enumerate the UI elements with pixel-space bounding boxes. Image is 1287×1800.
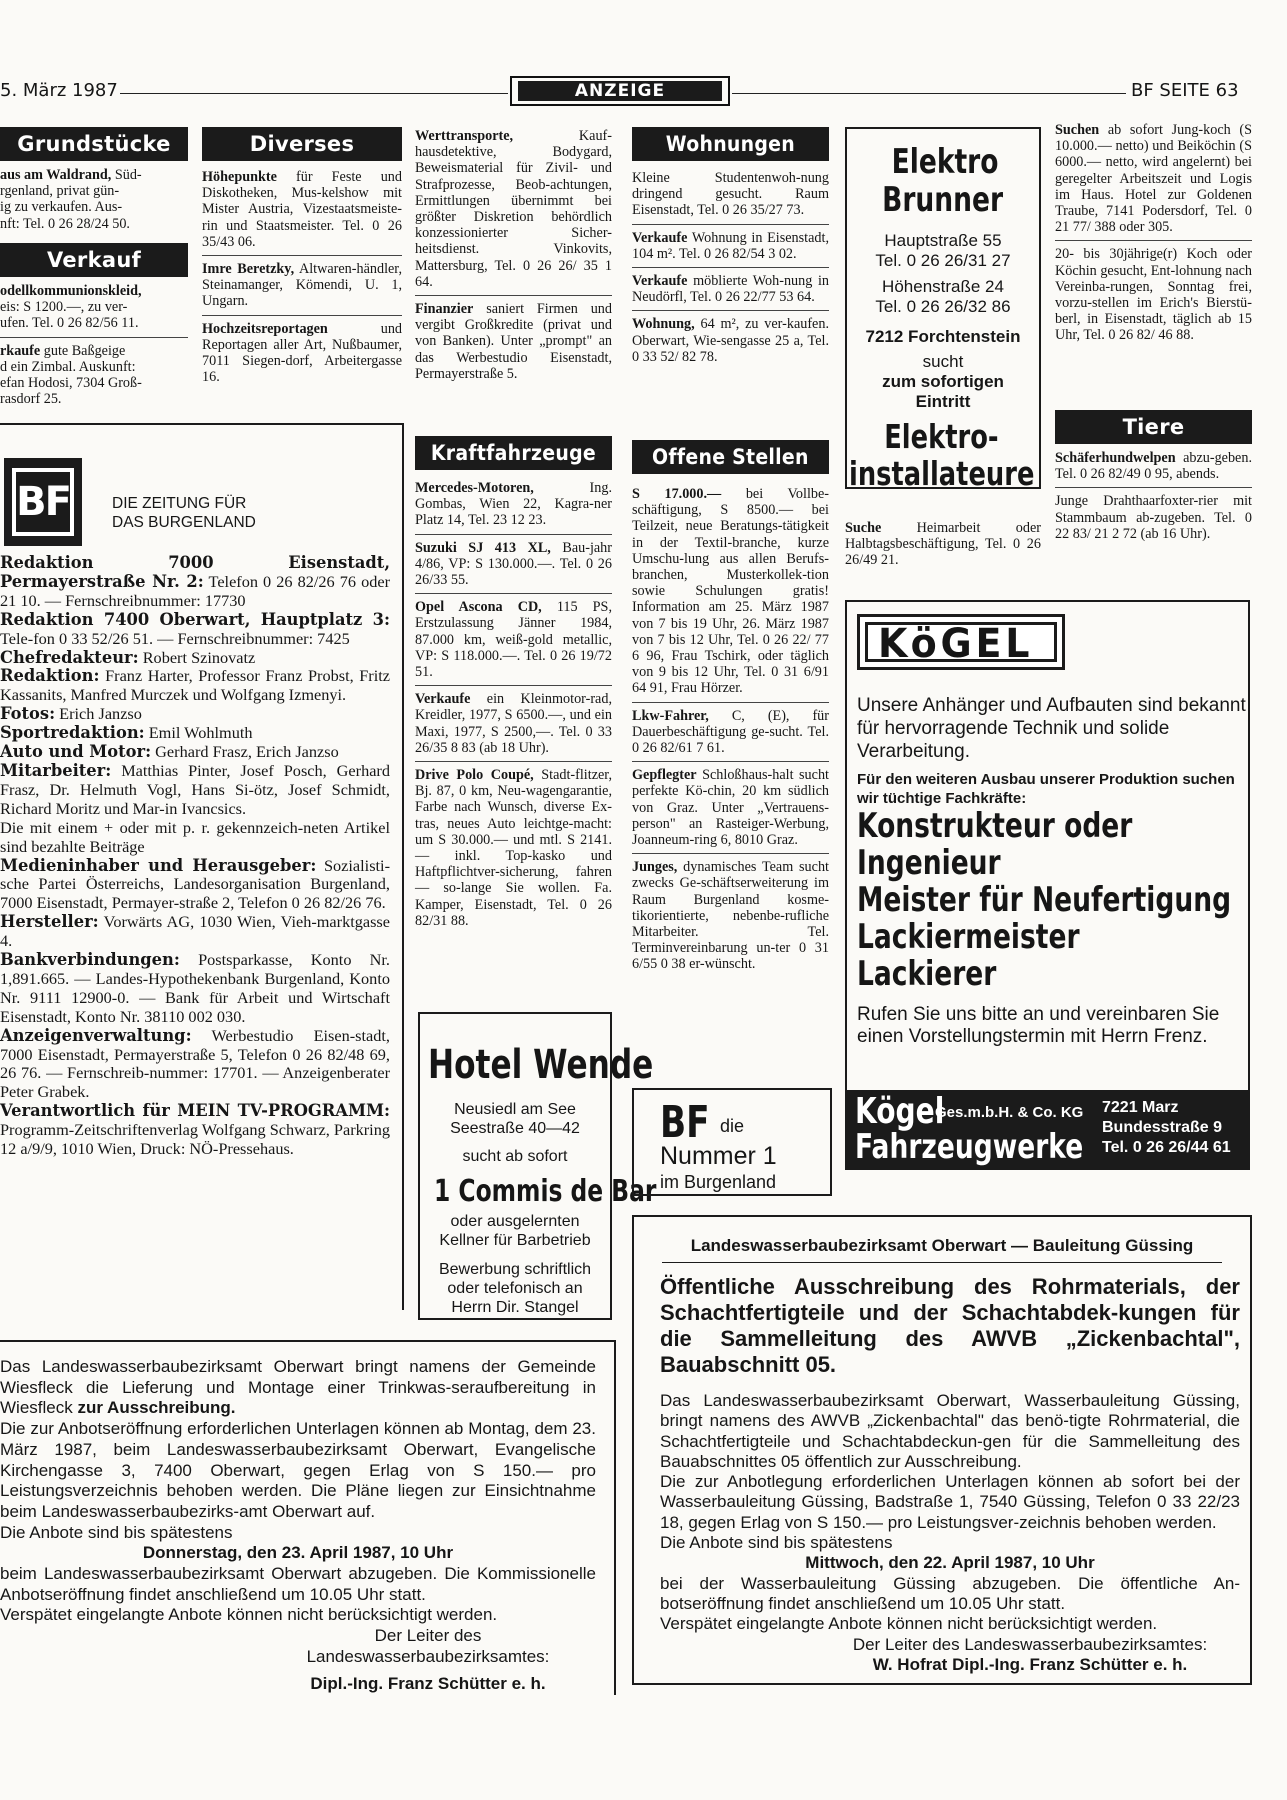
page-number: BF SEITE 63 — [1131, 80, 1239, 101]
bf-promo-line: im Burgenland — [660, 1172, 777, 1192]
hotel-line: Kellner für Barbetrieb — [439, 1232, 591, 1249]
ad-item: rkaufe gute Baßgeige d ein Zimbal. Auskunft: efan Hodosi, 7304 Groß- rasdorf 25. — [0, 342, 142, 408]
ad-item: Werttransporte, Kauf-hausdetektive, Bodygard, Beweismaterial für Zivil- und Strafprozesse, Beob-achtungen, Ermittlungen übernimmt bei größter Diskretion behördlich konzessionierter Sicher-heitsdienst. Vinkovits, Mattersburg, Tel. 0 26 26/ 35 1 64. — [415, 128, 612, 296]
issue-date: 5. März 1987 — [0, 80, 118, 101]
tender-right-body — [660, 1391, 1240, 1675]
tender-signatory: Dipl.-Ing. Franz Schütter e. h. — [310, 1673, 546, 1693]
bf-promo-logo: BF — [660, 1097, 710, 1148]
diverses-ads — [202, 169, 402, 395]
ad-item: Wohnung, 64 m², zu ver-kaufen. Oberwart, Wie-sengasse 25 a, Tel. 0 33 52/ 82 78. — [632, 316, 829, 365]
impressum-line: Auto und Motor: Gerhard Frasz, Erich Janzso — [0, 742, 339, 762]
anzeige-badge: ANZEIGE — [518, 81, 722, 101]
koegel-footer — [847, 1090, 1248, 1168]
hotel-line: oder telefonisch an — [447, 1280, 583, 1297]
ad-item: Finanzier saniert Firmen und vergibt Großkredite (privat und von Banken). Unter „prompt" an das Werbestudio Eisenstadt, Permayerstraße 5. — [415, 301, 612, 382]
hotel-job: 1 Commis de Bar — [434, 1174, 657, 1209]
heimarbeit-ad: Suche Heimarbeit oder Halbtagsbeschäftigung, Tel. 0 26 26/49 21. — [845, 520, 1041, 569]
koegel-brand: Kögel — [855, 1091, 945, 1132]
koegel-ad — [845, 600, 1250, 1170]
elektro-line: Eintritt — [915, 392, 971, 411]
hotel-line: Neusiedl am See — [454, 1101, 576, 1118]
ad-item: Höhepunkte für Feste und Diskotheken, Mus-kelshow mit Mister Austria, Vizestaatsmeiste-rin und Staatsmeister. Tel. 0 26 35/43 06. — [202, 169, 402, 256]
bf-promo-ad — [632, 1088, 832, 1196]
ad-item: Opel Ascona CD, 115 PS, Erstzulassung Jänner 1984, 87.000 km, weiß-gold metallic, VP: S 118.000.—. Tel. 0 26 19/72 51. — [415, 599, 612, 686]
elektro-line: Tel. 0 26 26/32 86 — [875, 297, 1011, 316]
tender-right-top: Landeswasserbaubezirksamt Oberwart — Bauleitung Güssing — [690, 1236, 1194, 1255]
jobs-gastro-ads — [1055, 122, 1252, 354]
elektro-line: Hauptstraße 55 — [884, 231, 1002, 250]
ad-item: Hochzeitsreportagen und Reportagen aller Art, Nußbaumer, 7011 Siegen-dorf, Arbeitergasse 16. — [202, 320, 402, 386]
tender-paragraph: Die Anbote sind bis spätestens — [0, 1522, 233, 1542]
misc-ads — [415, 128, 612, 392]
tender-date: Donnerstag, den 23. April 1987, 10 Uhr — [142, 1543, 454, 1563]
elektro-line: zum sofortigen — [882, 372, 1004, 391]
tender-signature: Landeswasserbaubezirksamtes: — [306, 1646, 550, 1666]
verkauf-ads — [0, 283, 188, 417]
tender-paragraph: Das Landeswasserbaubezirksamt Oberwart, Wasserbauleitung Güssing, bringt namens des AWVB „Zickenbachtal" das benö-tigte Rohrmaterial, die Schachtfertigteile und Schachtabdeckun-gen für die Sammelleitung des Bauabschnittes 05 öffentlich zur Ausschreibung. — [660, 1391, 1240, 1471]
impressum-line: Redaktion 7400 Oberwart, Hauptplatz 3: Tele-fon 0 33 52/26 51. — Fernschreibnummer: 7425 — [0, 609, 390, 648]
koegel-brand2: Fahrzeugwerke — [855, 1127, 1084, 1167]
impressum-line: Die mit einem + oder mit p. r. gekennzeich-neten Artikel sind bezahlte Beiträge — [0, 817, 390, 856]
ad-item: Suchen ab sofort Jung-koch (S 10.000.— netto) und Beiköchin (S 6000.— netto, wird angelernt) bei geregelter Arbeitszeit und Logis im Haus. Hotel zur Goldenen Traube, 7141 Podersdorf, Tel. 0 21 77/ 388 oder 305. — [1055, 122, 1252, 241]
ad-item: 20- bis 30jährige(r) Koch oder Köchin gesucht, Ent-lohnung nach Vereinba-rungen, Sonntag frei, vorzu-stellen im Erich's Bierstü-berl, in Eisenstadt, täglich ab 15 Uhr, Tel. 0 26 82/ 46 88. — [1055, 246, 1253, 344]
koegel-address: 7221 Marz Bundesstraße 9 Tel. 0 26 26/44 61 — [1102, 1099, 1231, 1156]
impressum-line: Medieninhaber und Herausgeber: Sozialisti-sche Partei Österreichs, Landesorganisation Burgenland, 7000 Eisenstadt, Permayer-straße 2, Telefon 0 26 82/26 76. — [0, 855, 390, 913]
category-tiere: Tiere — [1055, 410, 1252, 444]
impressum-line: Anzeigenverwaltung: Werbestudio Eisen-stadt, 7000 Eisenstadt, Permayerstraße 5, Telefon 0 26 82/48 69, 26 76. — Fernschreib-nummer: 17701. — Anzeigenberater Peter Grabek. — [0, 1025, 390, 1102]
grundstuecke-ads — [0, 167, 188, 242]
koegel-job: Lackierer — [857, 954, 997, 994]
hotel-line: Bewerbung schriftlich — [438, 1261, 592, 1278]
elektro-line: Höhenstraße 24 — [882, 277, 1004, 296]
wohnungen-ads — [632, 170, 829, 375]
koegel-brand-suffix: Ges.m.b.H. & Co. KG — [935, 1104, 1084, 1121]
impressum-line: Sportredaktion: Emil Wohlmuth — [0, 723, 253, 743]
ad-item: Verkaufe möblierte Woh-nung in Neudörfl, Tel. 0 26 22/77 53 64. — [632, 273, 829, 311]
impressum-line: Fotos: Erich Janzso — [0, 704, 142, 724]
impressum-line: Chefredakteur: Robert Szinovatz — [0, 647, 256, 667]
impressum-tagline: DIE ZEITUNG FÜR DAS BURGENLAND — [112, 495, 256, 531]
hotel-name: Hotel Wende — [428, 1042, 654, 1088]
elektro-job: Elektro- — [884, 417, 999, 456]
koegel-job: Konstrukteur oder — [857, 806, 1133, 846]
tender-left-top-rule — [0, 1340, 616, 1342]
impressum-line: Redaktion 7000 Eisenstadt, Permayerstraße Nr. 2: Telefon 0 26 82/26 76 oder 21 10. — Fernschreibnummer: 17730 — [0, 553, 391, 610]
hotel-line: Herrn Dir. Stangel — [451, 1299, 579, 1316]
impressum-line: Bankverbindungen: Postsparkasse, Konto Nr. 1,891.665. — Landes-Hypothekenbank Burgenland, Konto Nr. 9111 12900-0. — Bank für Arbeit und Wirtschaft Eisenstadt, Konto Nr. 38110 002 030. — [0, 950, 390, 1026]
koegel-job: Ingenieur — [857, 843, 1001, 883]
impressum-line: Redaktion: Franz Harter, Professor Franz Probst, Fritz Kassanits, Manfred Murczek und Wolfgang Izmenyi. — [0, 666, 390, 705]
tender-right-title: Öffentliche Ausschreibung des Rohrmaterials, der Schachtfertigteile und der Schachtabdek-kungen für die Sammelleitung des AWVB „Zickenbachtal", Bauabschnitt 05. — [660, 1274, 1240, 1377]
header-rule-left — [120, 93, 508, 94]
kraftfahrzeuge-ads — [415, 480, 612, 939]
koegel-job: Lackiermeister — [857, 917, 1080, 957]
category-kraftfahrzeuge: Kraftfahrzeuge — [415, 436, 612, 470]
koegel-job: Meister für Neufertigung — [857, 880, 1232, 920]
koegel-intro: Unsere Anhänger und Aufbauten sind bekannt für hervorragende Technik und solide Verarbeitung. — [857, 695, 1246, 762]
header-rule-right — [732, 93, 1126, 94]
koegel-logo-frame — [857, 614, 1065, 670]
bf-promo-line: Nummer 1 — [660, 1142, 777, 1170]
tender-paragraph: Die zur Anbotseröffnung erforderlichen Unterlagen können ab Montag, dem 23. März 1987, beim Landeswasserbaubezirksamt Oberwart, Evangelische Kirchengasse 3, 7400 Oberwart, gegen Erlag von S 150.— pro Leistungsverzeichnis behoben werden. Die Pläne liegen zur Einsichtnahme beim Landeswasserbaubezirks-amt Oberwart auf. — [0, 1419, 596, 1521]
elektro-line: sucht — [922, 352, 964, 371]
impressum-logo: BF — [4, 458, 82, 546]
hotel-line: Seestraße 40—42 — [450, 1120, 580, 1137]
koegel-call: Rufen Sie uns bitte an und vereinbaren Sie einen Vorstellungstermin mit Herrn Frenz. — [857, 1004, 1220, 1047]
impressum-text — [0, 554, 390, 1159]
ad-item: S 17.000.— bei Vollbe-schäftigung, S 8500.— bei Teilzeit, neue Beratungs-tätigkeit in der Textil-branche, kurze Umschu-lung aus allen Berufs-branchen, Musterkollek-tion sowie Schulungen gratis! Information am 25. März 1987 von 7 bis 19 Uhr, 26. März 1987 von 7 bis 12 Uhr, Tel. 0 26 22/ 77 6 96, Frau Tschirk, oder täglich von 9 bis 12 Uhr, Tel. 0 31 6/91 64 91, Frau Hörzer. — [632, 486, 829, 703]
tender-paragraph: Die zur Anbotlegung erforderlichen Unterlagen können ab sofort bei der Wasserbauleitung Güssing, Badstraße 1, 7540 Güssing, Telefon 0 33 22/23 18, gegen Erlag von S 150.— pro Leistungsver-zeichnis behoben werden. — [660, 1472, 1240, 1532]
impressum-line: Mitarbeiter: Matthias Pinter, Josef Posch, Gerhard Frasz, Dr. Helmuth Vogl, Hans Si-ötz, Josef Schmidt, Richard Moritz und Mar-in Ivancsics. — [0, 760, 390, 818]
tender-paragraph: bei der Wasserbauleitung Güssing abzugeben. Die öffentliche An-botseröffnung findet anschließend um 10.05 Uhr statt. — [660, 1573, 1240, 1613]
ad-item: Imre Beretzky, Altwaren-händler, Steinamanger, Kömendi, U. 1, Ungarn. — [202, 261, 402, 316]
tender-paragraph: Das Landeswasserbaubezirksamt Oberwart bringt namens der Gemeinde Wiesfleck die Lieferung und Montage einer Trinkwas-seraufbereitung in Wiesfleck zur Ausschreibung. — [0, 1357, 596, 1418]
bf-promo-line: die — [720, 1116, 745, 1136]
tiere-ads — [1055, 450, 1252, 552]
ad-item: aus am Waldrand, Süd- rgenland, privat gün- ig zu verkaufen. Aus- nft: Tel. 0 26 28/24 50. — [0, 167, 142, 232]
tender-paragraph: Die Anbote sind bis spätestens — [660, 1533, 893, 1553]
ad-item: Verkaufe Wohnung in Eisenstadt, 104 m². Tel. 0 26 82/54 3 02. — [632, 230, 829, 268]
hotel-wende-ad — [418, 1012, 657, 1320]
hotel-line: oder ausgelernten — [450, 1213, 580, 1230]
impressum-line: Verantwortlich für MEIN TV-PROGRAMM: Programm-Zeitschriftenverlag Wolfgang Schwarz, Parkring 12 a/9/9, 1010 Wien, Druck: NÖ-Pressehaus. — [0, 1101, 390, 1159]
elektro-line: Tel. 0 26 26/31 27 — [875, 251, 1011, 270]
tender-left-right-rule — [614, 1340, 616, 1695]
koegel-sub: Für den weiteren Ausbau unserer Produktion suchen wir tüchtige Fachkräfte: — [857, 771, 1235, 807]
elektro-name: Elektro — [891, 142, 999, 182]
tender-signature: Der Leiter des Landeswasserbaubezirksamtes: — [852, 1634, 1208, 1654]
category-offene-stellen: Offene Stellen — [632, 440, 829, 474]
category-verkauf: Verkauf — [0, 243, 188, 277]
tender-paragraph: beim Landeswasserbaubezirksamt Oberwart abzugeben. Die Kommissionelle Anbotseröffnung findet anschließend um 10.05 Uhr statt. — [0, 1564, 596, 1604]
tender-date: Mittwoch, den 22. April 1987, 10 Uhr — [805, 1553, 1095, 1573]
tender-signatory: W. Hofrat Dipl.-Ing. Franz Schütter e. h. — [872, 1654, 1188, 1674]
ad-item: Gepflegter Schloßhaus-halt sucht perfekte Kö-chin, 20 km südlich von Graz. Unter „Vertrauens-person" an Rasteiger-Werbung, Joanneum-ring 6, 8010 Graz. — [632, 767, 829, 854]
ad-item: Mercedes-Motoren, Ing. Gombas, Wien 22, Kagra-ner Platz 14, Tel. 23 12 23. — [415, 480, 612, 535]
elektro-job: installateure — [849, 454, 1035, 493]
elektro-line: 7212 Forchtenstein — [865, 327, 1021, 346]
category-grundstuecke: Grundstücke — [0, 127, 188, 161]
elektro-name: Brunner — [882, 180, 1004, 220]
koegel-jobs — [857, 808, 1287, 993]
tender-left — [0, 1357, 596, 1694]
elektro-brunner-ad — [845, 127, 1041, 493]
ad-item: odellkommunionskleid, eis: S 1200.—, zu ver- ufen. Tel. 0 26 82/56 11. — [0, 283, 188, 338]
category-wohnungen: Wohnungen — [632, 127, 829, 161]
ad-item: Junges, dynamisches Team sucht zwecks Ge-schäftserweiterung im Raum Burgenland kosme-tikorientierte, nebenbe-rufliche Mitarbeiter. Tel. Terminvereinbarung un-ter 0 31 6/55 0 38 er-wünscht. — [632, 859, 829, 973]
ad-item: Schäferhundwelpen abzu-geben. Tel. 0 26 82/49 0 95, abends. — [1055, 450, 1252, 488]
ad-item: Drive Polo Coupé, Stadt-flitzer, Bj. 87, 0 km, Neu-wagengarantie, Farbe nach Wunsch, diverse Ex-tras, neues Auto leichtge-macht: um S 30.000.— und mtl. S 2141.— inkl. Top-kasko und Haftpflichtver-sicherung, fahren — so-lange Sie wollen. Fa. Kamper, Eisenstadt, Tel. 0 26 82/31 88. — [415, 767, 612, 929]
ad-item: Junge Drahthaarfoxter-rier mit Stammbaum ab-zugeben. Tel. 0 22 83/ 21 2 72 (ab 16 Uhr). — [1055, 493, 1252, 542]
tender-signature: Der Leiter des — [374, 1626, 482, 1646]
ad-item: Kleine Studentenwoh-nung dringend gesucht. Raum Eisenstadt, Tel. 0 26 35/27 73. — [632, 170, 829, 225]
hotel-line: sucht ab sofort — [462, 1148, 568, 1165]
anzeige-frame — [510, 76, 730, 106]
ad-item: Verkaufe ein Kleinmotor-rad, Kreidler, 1977, S 6500.—, und ein Maxi, 1977, S 2500,—. Tel. 0 33 26/35 8 83 (ab 18 Uhr). — [415, 691, 612, 762]
impressum-line: Hersteller: Vorwärts AG, 1030 Wien, Vieh-marktgasse 4. — [0, 912, 390, 951]
category-diverses: Diverses — [202, 127, 402, 161]
stellen-ads — [632, 486, 829, 983]
koegel-logo: KöGEL — [878, 621, 1034, 667]
tender-paragraph: Verspätet eingelangte Anbote können nicht berücksichtigt werden. — [660, 1614, 1158, 1634]
tender-paragraph: Verspätet eingelangte Anbote können nicht berücksichtigt werden. — [0, 1605, 498, 1625]
ad-item: Lkw-Fahrer, C, (E), für Dauerbeschäftigung ge-sucht. Tel. 0 26 82/61 7 61. — [632, 708, 829, 763]
tender-right-rule — [662, 1262, 1222, 1263]
ad-item: Suzuki SJ 413 XL, Bau-jahr 4/86, VP: S 130.000.—. Tel. 0 26 26/33 55. — [415, 540, 612, 595]
